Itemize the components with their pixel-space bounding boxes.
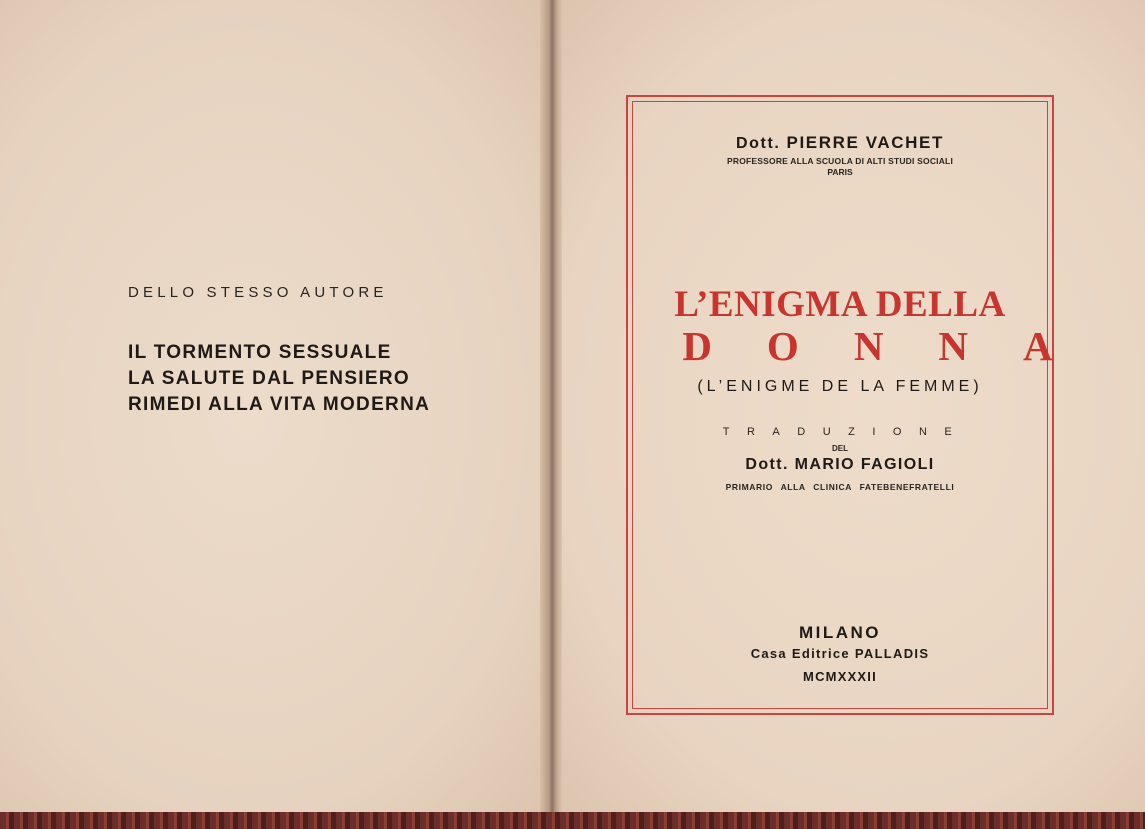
show-through-shadow	[60, 240, 70, 274]
list-item: LA SALUTE DAL PENSIERO	[128, 368, 410, 389]
title-page-inner-frame	[632, 101, 1048, 709]
author-city: PARIS	[827, 167, 853, 177]
publisher: Casa Editrice PALLADIS	[750, 646, 930, 661]
book-cover-edge	[0, 812, 1145, 829]
original-title: (L’ENIGME DE LA FEMME)	[697, 378, 983, 395]
translator-name: MARIO FAGIOLI	[794, 456, 935, 473]
book-gutter	[540, 0, 562, 818]
book-title-line-2: DONNA	[682, 323, 1108, 369]
publication-year: MCMXXXII	[803, 669, 877, 684]
translator-line	[626, 456, 1054, 474]
left-page	[0, 0, 548, 818]
works-list	[128, 340, 430, 418]
translation-label: TRADUZIONE	[722, 426, 970, 438]
translator-prefix: Dott.	[745, 456, 789, 473]
publication-city: MILANO	[798, 623, 882, 642]
also-by-author-heading: DELLO STESSO AUTORE	[128, 284, 388, 301]
author-line	[626, 133, 1054, 153]
list-item: RIMEDI ALLA VITA MODERNA	[128, 394, 431, 415]
translation-del: DEL	[832, 444, 848, 453]
book-title-line-1: L’ENIGMA DELLA	[674, 284, 1006, 325]
translator-affiliation: PRIMARIO ALLA CLINICA FATEBENEFRATELLI	[725, 482, 955, 492]
title-page-frame	[626, 95, 1054, 715]
author-name: PIERRE VACHET	[786, 133, 944, 152]
author-prefix: Dott.	[736, 135, 781, 152]
author-affiliation: PROFESSORE ALLA SCUOLA DI ALTI STUDI SOCIALI	[726, 156, 954, 166]
list-item: IL TORMENTO SESSUALE	[128, 342, 392, 363]
